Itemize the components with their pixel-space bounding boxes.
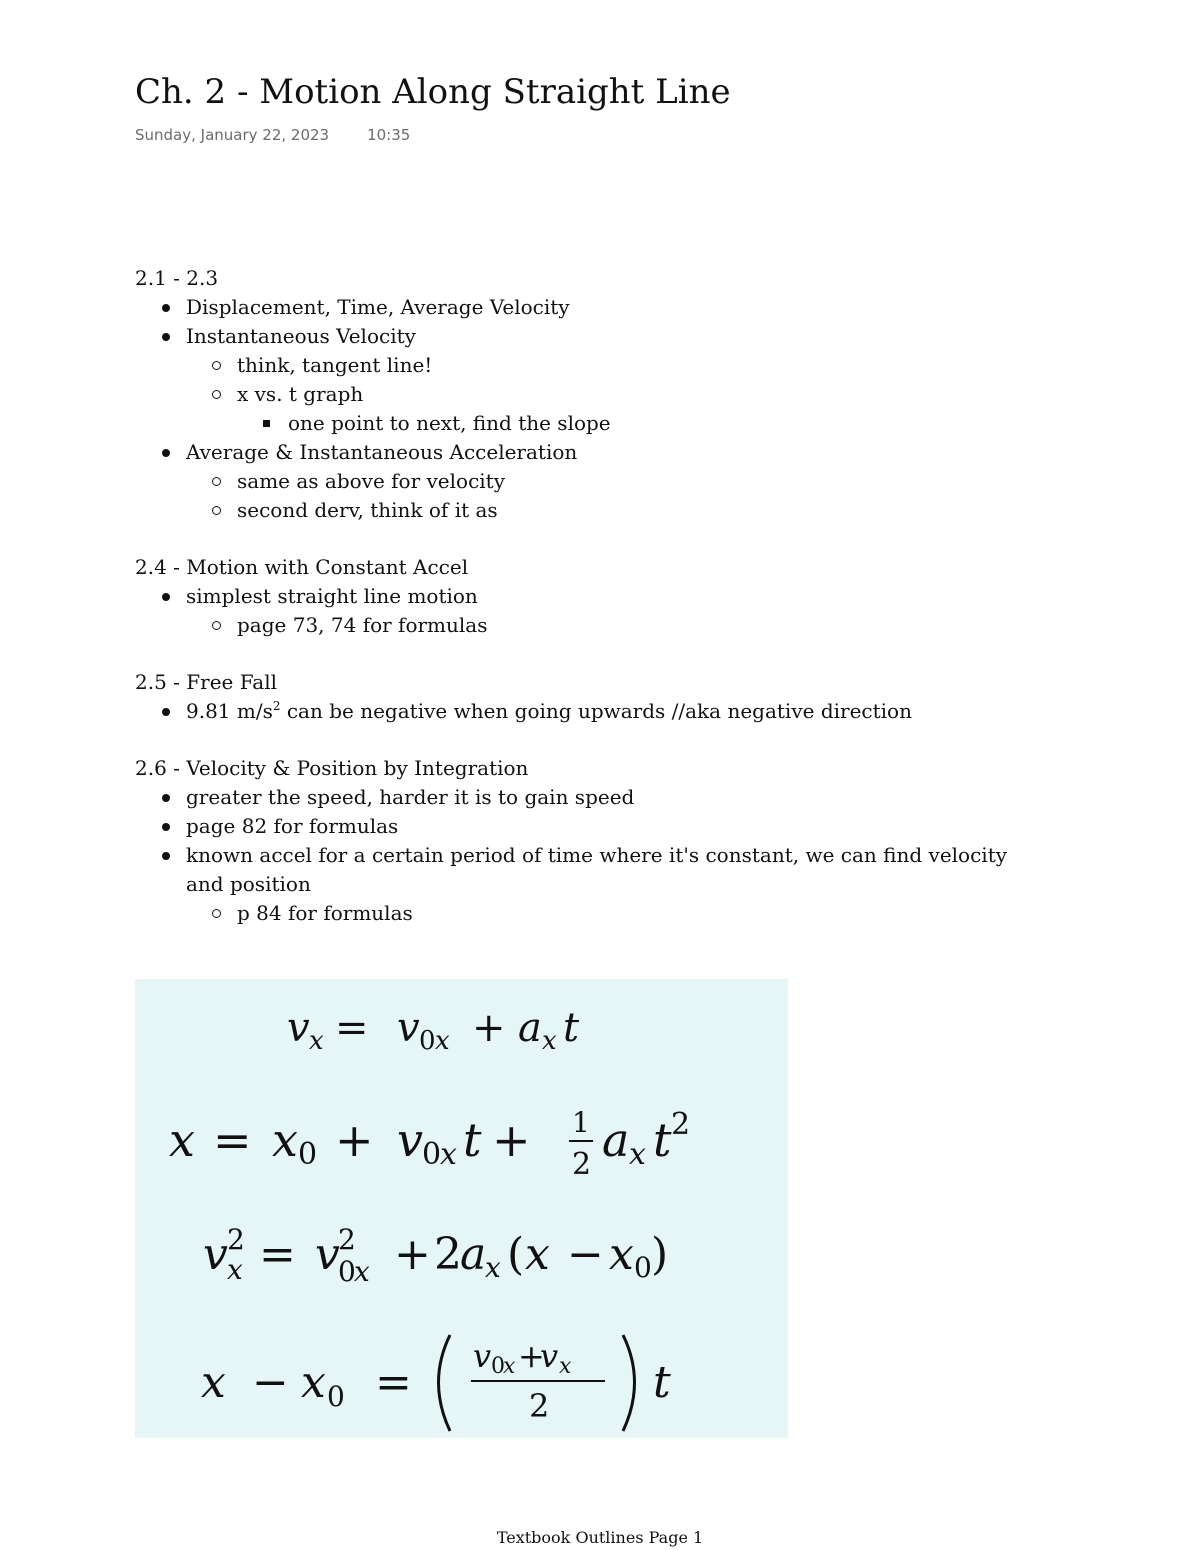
- bullet-disc: [162, 823, 170, 831]
- svg-text:2: 2: [529, 1387, 550, 1425]
- list-item-text: Instantaneous Velocity: [186, 324, 416, 348]
- svg-text:+: +: [394, 1229, 431, 1280]
- svg-text:0: 0: [422, 1137, 442, 1172]
- list-item: [135, 812, 1035, 841]
- svg-text:−: −: [252, 1357, 289, 1408]
- formula-position: [169, 1106, 690, 1182]
- svg-text:=: =: [213, 1113, 252, 1167]
- svg-text:x: x: [629, 1137, 646, 1172]
- svg-text:=: =: [335, 1005, 369, 1051]
- svg-text:0: 0: [338, 1255, 356, 1288]
- list-item: [135, 496, 1035, 525]
- list-item-text: second derv, think of it as: [237, 498, 498, 522]
- svg-text:v: v: [473, 1337, 492, 1375]
- svg-text:x: x: [309, 1026, 324, 1056]
- list-item-text: one point to next, find the slope: [288, 411, 611, 435]
- svg-text:(: (: [507, 1229, 525, 1280]
- list-item: [135, 409, 1035, 438]
- page-title: Ch. 2 - Motion Along Straight Line: [135, 72, 731, 112]
- list-item: [135, 697, 1035, 726]
- svg-text:): ): [651, 1229, 669, 1280]
- svg-text:x: x: [169, 1113, 195, 1167]
- bullet-circle: [212, 909, 221, 918]
- svg-text:0: 0: [491, 1354, 505, 1379]
- section-heading: 2.5 - Free Fall: [135, 670, 277, 694]
- svg-text:x: x: [301, 1357, 326, 1408]
- svg-text:t: t: [653, 1113, 672, 1167]
- list-item-text: think, tangent line!: [237, 353, 433, 377]
- notes-body: [135, 264, 1035, 928]
- svg-text:2: 2: [572, 1147, 592, 1182]
- list-item: [135, 841, 1035, 870]
- svg-text:v: v: [287, 1005, 310, 1051]
- svg-text:0: 0: [419, 1026, 436, 1056]
- list-item-text: p 84 for formulas: [237, 901, 413, 925]
- bullet-circle: [212, 361, 221, 370]
- bullet-circle: [212, 621, 221, 630]
- list-item-text: page 73, 74 for formulas: [237, 613, 488, 637]
- list-item: [135, 380, 1035, 409]
- svg-text:t: t: [653, 1357, 671, 1408]
- list-item-text: x vs. t graph: [237, 382, 364, 406]
- svg-text:+: +: [472, 1005, 506, 1051]
- svg-text:2: 2: [434, 1229, 462, 1280]
- svg-text:+: +: [492, 1113, 531, 1167]
- formula-image: [135, 979, 788, 1438]
- list-item-text: Average & Instantaneous Acceleration: [186, 440, 578, 464]
- svg-text:2: 2: [671, 1107, 691, 1142]
- svg-text:+: +: [335, 1113, 374, 1167]
- svg-text:a: a: [602, 1113, 630, 1167]
- svg-text:2: 2: [227, 1223, 245, 1256]
- bullet-disc: [162, 708, 170, 716]
- bullet-disc: [162, 593, 170, 601]
- svg-text:x: x: [354, 1255, 370, 1288]
- bullet-disc: [162, 333, 170, 341]
- bullet-circle: [212, 477, 221, 486]
- bullet-circle: [212, 390, 221, 399]
- formula-velocity: [287, 1005, 580, 1056]
- superscript: 2: [272, 699, 281, 713]
- list-item: [135, 351, 1035, 380]
- svg-text:x: x: [559, 1354, 572, 1379]
- bullet-disc: [162, 304, 170, 312]
- list-item-text: same as above for velocity: [237, 469, 506, 493]
- formula-velocity-squared: [203, 1223, 668, 1288]
- list-item: [135, 438, 1035, 467]
- svg-text:v: v: [397, 1005, 420, 1051]
- list-item: [135, 611, 1035, 640]
- svg-text:−: −: [567, 1229, 604, 1280]
- svg-text:a: a: [460, 1229, 487, 1280]
- list-item: [135, 322, 1035, 351]
- svg-text:a: a: [518, 1005, 542, 1051]
- list-item: [135, 467, 1035, 496]
- svg-text:x: x: [609, 1229, 634, 1280]
- formula-average-velocity: [201, 1335, 671, 1431]
- list-item-text: Displacement, Time, Average Velocity: [186, 295, 570, 319]
- svg-text:x: x: [227, 1253, 243, 1286]
- svg-text:v: v: [203, 1229, 228, 1280]
- svg-text:=: =: [259, 1229, 296, 1280]
- svg-text:x: x: [440, 1137, 457, 1172]
- svg-text:1: 1: [572, 1106, 590, 1139]
- section-heading: 2.1 - 2.3: [135, 266, 219, 290]
- bullet-disc: [162, 794, 170, 802]
- svg-text:x: x: [272, 1113, 298, 1167]
- svg-text:2: 2: [338, 1223, 356, 1256]
- svg-text:v: v: [397, 1113, 423, 1167]
- list-item-text: can be negative when going upwards //aka negative direction: [280, 699, 912, 723]
- svg-text:x: x: [525, 1229, 550, 1280]
- list-item-continuation: and position: [186, 872, 311, 896]
- svg-text:x: x: [503, 1354, 516, 1379]
- svg-text:t: t: [563, 1005, 580, 1051]
- page-meta: [135, 126, 410, 144]
- list-item-text: simplest straight line motion: [186, 584, 478, 608]
- svg-text:v: v: [315, 1229, 340, 1280]
- bullet-circle: [212, 506, 221, 515]
- svg-text:=: =: [375, 1357, 412, 1408]
- bullet-disc: [162, 852, 170, 860]
- list-item-text: greater the speed, harder it is to gain speed: [186, 785, 635, 809]
- section-heading: 2.4 - Motion with Constant Accel: [135, 555, 469, 579]
- section-heading: 2.6 - Velocity & Position by Integration: [135, 756, 529, 780]
- list-item: [135, 899, 1035, 928]
- svg-text:0: 0: [634, 1251, 652, 1284]
- list-item: [135, 783, 1035, 812]
- svg-text:v: v: [540, 1337, 559, 1375]
- svg-text:0: 0: [298, 1137, 318, 1172]
- svg-text:+: +: [518, 1337, 545, 1375]
- list-item: [135, 582, 1035, 611]
- svg-text:0: 0: [327, 1380, 345, 1413]
- svg-text:x: x: [201, 1357, 226, 1408]
- list-item-text: 9.81 m/s: [186, 699, 273, 723]
- svg-text:x: x: [485, 1251, 501, 1284]
- svg-text:x: x: [435, 1026, 450, 1056]
- bullet-square: [263, 420, 270, 427]
- bullet-disc: [162, 449, 170, 457]
- page-footer: Textbook Outlines Page 1: [496, 1528, 704, 1547]
- page-date: Sunday, January 22, 2023: [135, 126, 330, 144]
- list-item-text: page 82 for formulas: [186, 814, 399, 838]
- svg-text:x: x: [542, 1026, 557, 1056]
- list-item-text: known accel for a certain period of time where it's constant, we can find velocity: [186, 843, 1008, 867]
- svg-text:t: t: [463, 1113, 482, 1167]
- list-item: [135, 293, 1035, 322]
- page-time: 10:35: [367, 126, 411, 144]
